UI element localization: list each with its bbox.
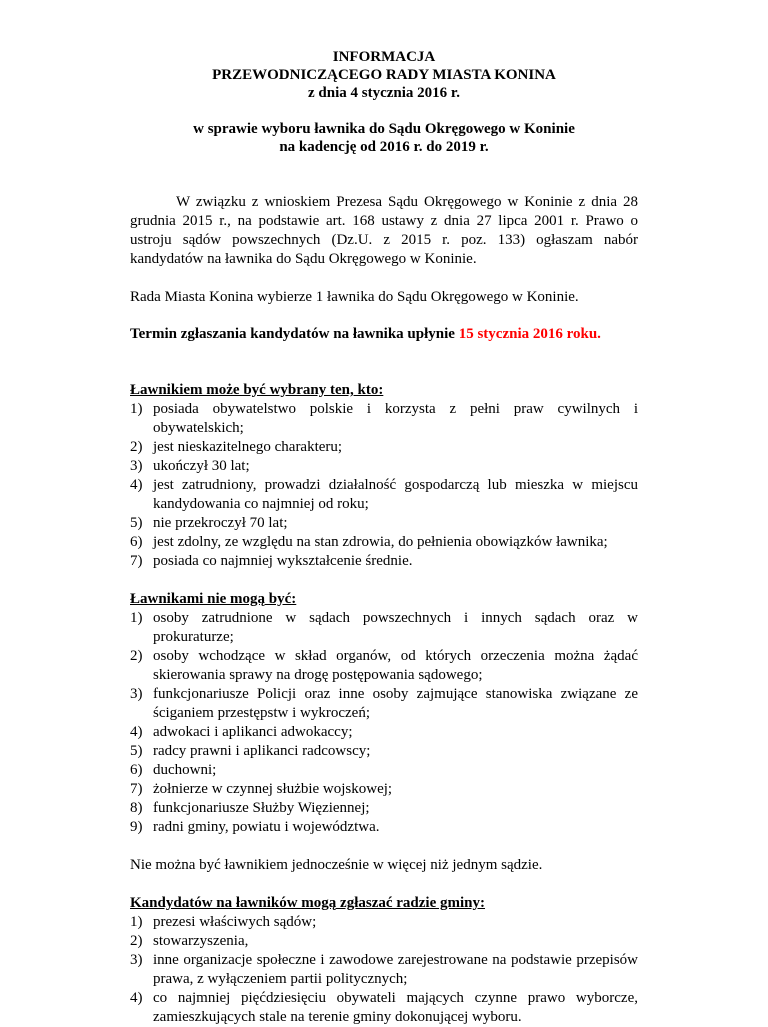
document-page [130,0,638,1027]
list-item: 1) prezesi właściwych sądów; [130,914,317,930]
list-item: 9) radni gminy, powiatu i województwa. [130,819,380,835]
list-item: 6) duchowni; [130,762,217,778]
list-item: 5) radcy prawni i aplikanci radcowscy; [130,743,371,759]
deadline-text: Termin zgłaszania kandydatów na ławnika upłynie [130,326,459,342]
list-item: 4) jest zatrudniony, prowadzi działalność gospodarczą lub mieszka w miejscu kandydowania co najmniej od roku; [130,477,638,512]
ineligible-list [130,609,638,837]
council-note: Rada Miasta Konina wybierze 1 ławnika do Sądu Okręgowego w Koninie. [130,289,579,305]
list-item: 2) stowarzyszenia, [130,933,249,949]
list-item: 4) adwokaci i aplikanci adwokaccy; [130,724,353,740]
list-item: 3) funkcjonariusze Policji oraz inne osoby zajmujące stanowiska związane ze ściganiem przestępstw i wykroczeń; [130,686,638,721]
title-line-1: INFORMACJA [332,49,436,65]
single-court-note: Nie można być ławnikiem jednocześnie w więcej niż jednym sądzie. [130,857,543,873]
ineligible-heading: Ławnikami nie mogą być: [130,591,297,607]
deadline-date: 15 stycznia 2016 roku. [458,326,601,342]
eligible-heading: Ławnikiem może być wybrany ten, kto: [130,382,384,398]
document-subject [130,120,638,156]
deadline-paragraph [130,325,638,344]
list-item: 3) ukończył 30 lat; [130,458,250,474]
list-item: 3) inne organizacje społeczne i zawodowe zarejestrowane na podstawie przepisów prawa, z wyłączeniem partii politycznych; [130,952,638,987]
nominators-list [130,913,638,1027]
list-item: 4) co najmniej pięćdziesięciu obywateli mających czynne prawo wyborcze, zamieszkujących stale na terenie gminy dokonującej wyboru. [130,990,638,1025]
list-item: 2) osoby wchodzące w skład organów, od których orzeczenia można żądać skierowania sprawy na drogę postępowania sądowego; [130,648,638,683]
list-item: 1) posiada obywatelstwo polskie i korzysta z pełni praw cywilnych i obywatelskich; [130,401,638,436]
eligible-list [130,400,638,571]
list-item: 5) nie przekroczył 70 lat; [130,515,288,531]
nominators-heading: Kandydatów na ławników mogą zgłaszać radzie gminy: [130,895,486,911]
document-title [130,48,638,102]
intro-paragraph: W związku z wnioskiem Prezesa Sądu Okręgowego w Koninie z dnia 28 grudnia 2015 r., na podstawie art. 168 ustawy z dnia 27 lipca 2001 r. Prawo o ustroju sądów powszechnych (Dz.U. z 2015 r. poz. 133) ogłaszam nabór kandydatów na ławnika do Sądu Okręgowego w Koninie. [130,194,638,267]
title-line-2: PRZEWODNICZĄCEGO RADY MIASTA KONINA [212,67,556,83]
subject-line-1: w sprawie wyboru ławnika do Sądu Okręgowego w Koninie [193,121,575,137]
title-date: z dnia 4 stycznia 2016 r. [308,85,460,101]
list-item: 7) posiada co najmniej wykształcenie średnie. [130,553,413,569]
list-item: 2) jest nieskazitelnego charakteru; [130,439,343,455]
list-item: 6) jest zdolny, ze względu na stan zdrowia, do pełnienia obowiązków ławnika; [130,534,608,550]
subject-line-2: na kadencję od 2016 r. do 2019 r. [279,139,489,155]
list-item: 8) funkcjonariusze Służby Więziennej; [130,800,370,816]
list-item: 7) żołnierze w czynnej służbie wojskowej; [130,781,393,797]
list-item: 1) osoby zatrudnione w sądach powszechnych i innych sądach oraz w prokuraturze; [130,610,638,645]
